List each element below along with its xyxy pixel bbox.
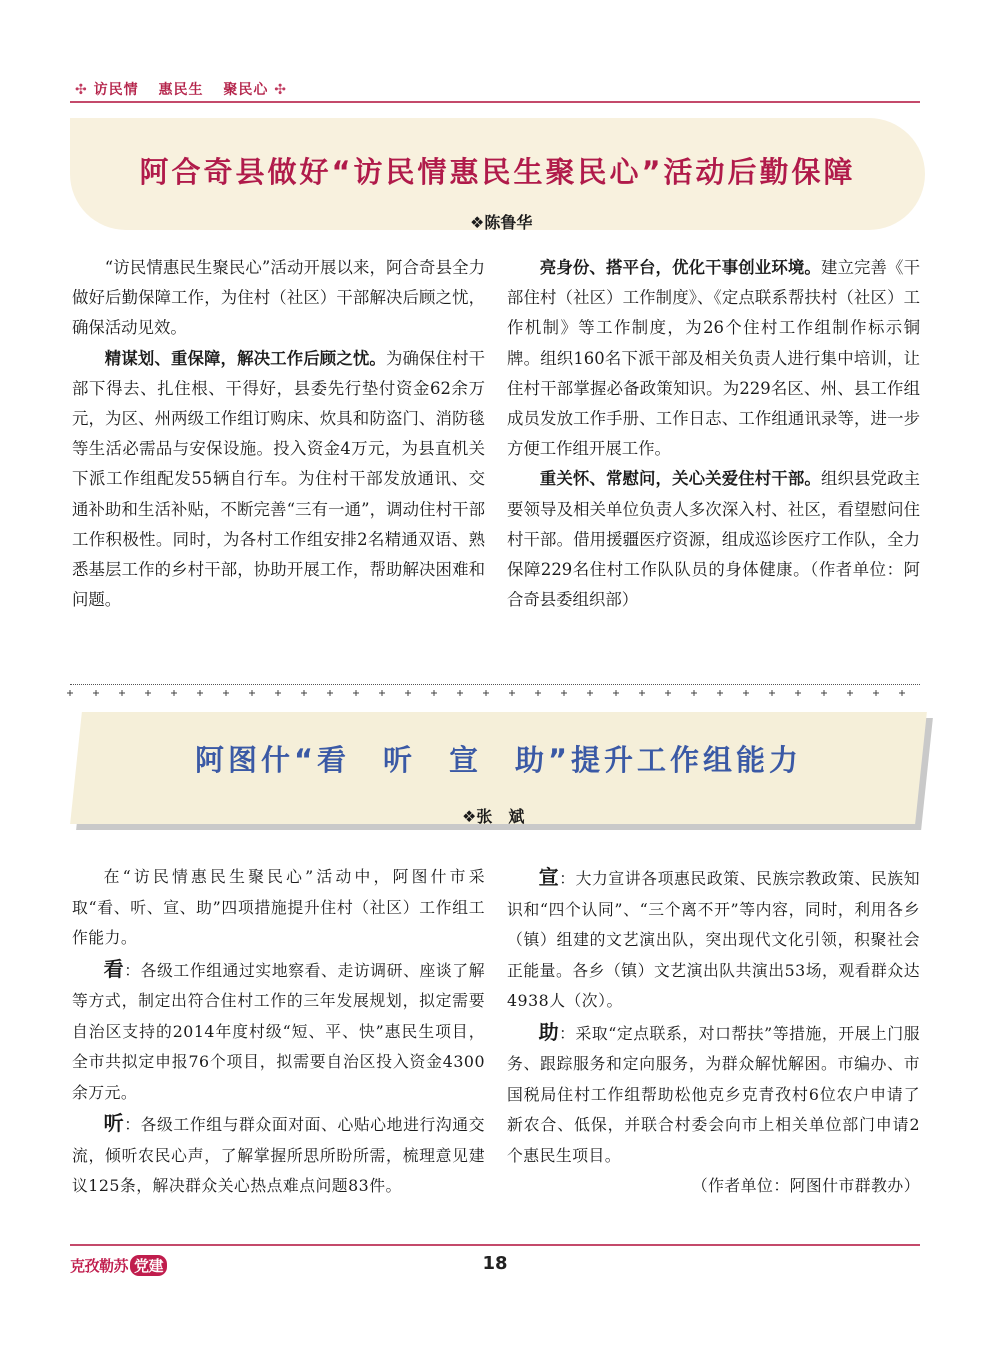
divider-cross-mark <box>145 681 151 687</box>
article2-body-zhu: ：采取“定点联系，对口帮扶”等措施，开展上门服务、跟踪服务和定向服务，为群众解忧解困。市编办、市国税局住村工作组帮助松他克乡克青孜村6位农户申请了新农合、低保，并联合村委会向市上相关单位部门申请2个惠民生项目。 <box>507 1023 921 1165</box>
article1-paragraph-2 <box>72 344 485 616</box>
divider-cross-mark <box>613 681 619 687</box>
article2-left-column <box>72 862 485 1202</box>
article2-body-kan: ：各级工作组通过实地察看、走访调研、座谈了解等方式，制定出符合住村工作的三年发展规划，拟定需要自治区支持的2014年度村级“短、平、快”惠民生项目，全市共拟定申报76个项目，拟需要自治区投入资金4300余万元。 <box>72 960 485 1102</box>
header-item-3: 聚民心 <box>223 82 269 98</box>
article1-body-2: 建立完善《干部住村（社区）工作制度》、《定点联系帮扶村（社区）工作机制》等工作制度，为26个住村工作组制作标示铜牌。组织160名下派干部及相关负责人进行集中培训，让住村干部掌握必备政策知识。为229名区、州、县工作组成员发放工作手册、工作日志、工作组通讯录等，进一步方便工作组开展工作。 <box>507 258 921 459</box>
divider-cross-mark <box>899 681 905 687</box>
article1-author: ❖陈鲁华 <box>470 213 533 232</box>
divider-cross-mark <box>301 681 307 687</box>
divider-cross-mark <box>743 681 749 687</box>
article1-paragraph-1: “访民情惠民生聚民心”活动开展以来，阿合奇县全力做好后勤保障工作，为住村（社区）干部解决后顾之忧，确保活动见效。 <box>72 258 485 338</box>
divider-cross-mark <box>873 681 879 687</box>
divider-cross-mark <box>795 681 801 687</box>
divider-cross-mark <box>327 681 333 687</box>
divider-cross-mark <box>275 681 281 687</box>
article2-paragraph-kan <box>72 954 485 1109</box>
article1-right-column <box>507 253 920 615</box>
divider-cross-mark <box>249 681 255 687</box>
article1-paragraph-3 <box>507 253 920 464</box>
article2-body-ting: ：各级工作组与群众面对面、心贴心地进行沟通交流，倾听农民心声，了解掌握所思所盼所需，梳理意见建议125条，解决群众关心热点难点问题83件。 <box>72 1115 485 1195</box>
article2-paragraph-zhu <box>507 1017 920 1172</box>
divider-cross-mark <box>457 681 463 687</box>
header-item-2: 惠民生 <box>158 82 204 98</box>
brand-pill-text-2: 建 <box>148 1257 164 1275</box>
article1-paragraph-4 <box>507 464 920 615</box>
article2-paragraph-1: 在“访民情惠民生聚民心”活动中，阿图什市采取“看、听、宣、助”四项措施提升住村（社区）工作组工作能力。 <box>72 867 485 947</box>
divider-cross-mark <box>587 681 593 687</box>
article1-title: 阿合奇县做好“访民情惠民生聚民心”活动后勤保障 <box>139 155 856 189</box>
article1-subhead-1: 精谋划、重保障，解决工作后顾之忧。 <box>104 348 386 368</box>
brand-main-text: 克孜勒苏 <box>70 1257 129 1275</box>
article2-body-xuan: ：大力宣讲各项惠民政策、民族宗教政策、民族知识和“四个认同”、“三个离不开”等内容，同时，利用各乡（镇）组建的文艺演出队，突出现代文化引领，积聚社会正能量。各乡（镇）文艺演出队共演出53场，观看群众达4938人（次）。 <box>507 869 920 1010</box>
divider-cross-mark <box>197 681 203 687</box>
article2-label-xuan: 宣 <box>538 865 560 889</box>
divider-cross-mark <box>847 681 853 687</box>
brand-pill-text-1: 党 <box>134 1257 149 1275</box>
article1-body-3: 组织县党政主要领导及相关单位负责人多次深入村、社区，看望慰问住村干部。借用援疆医疗资源，组成巡诊医疗工作队，全力保障229名住村工作队队员的身体健康。 <box>507 469 921 580</box>
article-divider <box>70 684 920 685</box>
divider-cross-mark <box>405 681 411 687</box>
divider-cross-mark <box>353 681 359 687</box>
article1-affiliation: （作者单位：阿合奇县委组织部） <box>507 560 920 610</box>
article1-subhead-2: 亮身份、搭平台，优化干事创业环境。 <box>539 258 821 277</box>
article2-paragraph-xuan <box>507 862 920 1017</box>
ornament-icon: ✣ <box>75 82 88 98</box>
footer-rule <box>70 1244 920 1246</box>
divider-cross-mark <box>535 681 541 687</box>
brand-pill <box>130 1255 167 1276</box>
article2-title: 阿图什“看 听 宣 助”提升工作组能力 <box>194 743 803 777</box>
divider-cross-mark <box>171 681 177 687</box>
divider-cross-mark <box>379 681 385 687</box>
divider-cross-mark <box>93 681 99 687</box>
article2-label-zhu: 助 <box>538 1019 560 1044</box>
divider-cross-mark <box>431 681 437 687</box>
article2-label-ting: 听 <box>103 1111 125 1135</box>
divider-cross-mark <box>223 681 229 687</box>
divider-cross-mark <box>665 681 671 687</box>
header-rule <box>70 101 920 103</box>
divider-cross-mark <box>119 681 125 687</box>
article1-subhead-3: 重关怀、常慰问，关心关爱住村干部。 <box>539 469 821 489</box>
article2-affiliation: （作者单位：阿图什市群教办） <box>691 1176 920 1195</box>
article1-left-column <box>72 253 485 615</box>
ornament-icon: ✣ <box>274 82 287 98</box>
page-number: 18 <box>482 1253 508 1274</box>
article2-right-column <box>507 862 920 1202</box>
divider-cross-mark <box>639 681 645 687</box>
divider-cross-mark <box>561 681 567 687</box>
divider-cross-mark <box>67 681 73 687</box>
article1-body-1: 为确保住村干部下得去、扎住根、干得好，县委先行垫付资金62余万元，为区、州两级工作组订购床、炊具和防盗门、消防毯等生活必需品与安保设施。投入资金4万元，为县直机关下派工作组配发55辆自行车。为住村干部发放通讯、交通补助和生活补贴，不断完善“三有一通”，调动住村干部工作积极性。同时，为各村工作组安排2名精通双语、熟悉基层工作的乡村干部，协助开展工作，帮助解决困难和问题。 <box>72 348 486 610</box>
article2-author: ❖张 斌 <box>462 807 525 826</box>
section-header <box>75 79 287 99</box>
article2-paragraph-ting <box>72 1108 485 1202</box>
divider-cross-mark <box>821 681 827 687</box>
divider-cross-mark <box>509 681 515 687</box>
header-item-1: 访民情 <box>93 82 139 98</box>
magazine-brand <box>70 1255 167 1276</box>
divider-cross-mark <box>691 681 697 687</box>
article2-label-kan: 看 <box>103 956 125 981</box>
divider-cross-mark <box>483 681 489 687</box>
divider-cross-mark <box>769 681 775 687</box>
divider-cross-mark <box>717 681 723 687</box>
